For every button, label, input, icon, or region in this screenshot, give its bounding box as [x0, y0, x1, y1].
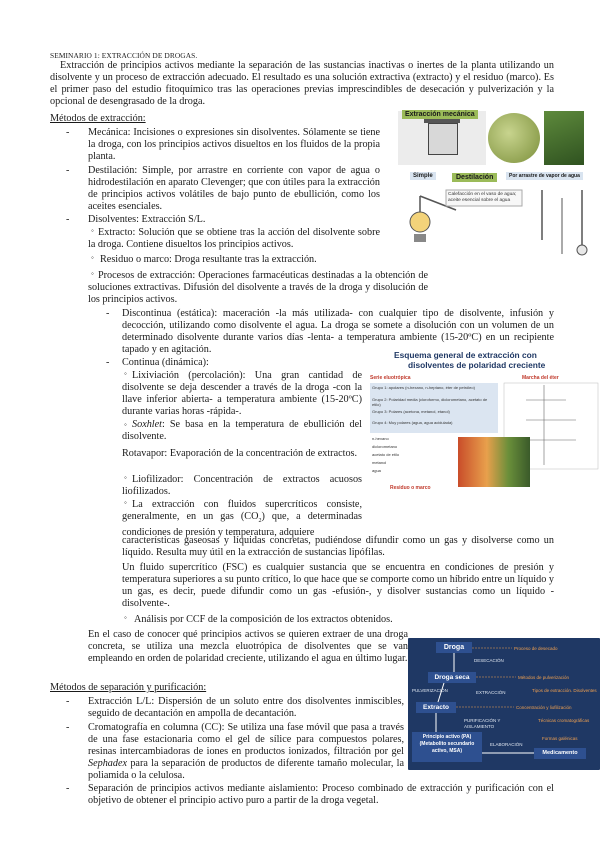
- label-purificacion: PURIFICACIÓN Y AISLAMIENTO: [464, 718, 501, 729]
- scheme-title-line2: disolventes de polaridad creciente: [408, 360, 546, 370]
- supercritico-part-a: La extracción con fluidos supercríticos consiste, generalmente, en un gas (CO: [122, 499, 362, 522]
- simple-label: Simple: [410, 172, 436, 180]
- group-3: Grupo 3: Polares (acetona, metanol, etanol): [372, 409, 450, 414]
- lixiviacion-item: Lixiviación (percolación): Una gran cantidad de disolvente se deja descender a través de la droga -con la llave inferior abierta- a temperatura ambiente (15-20ºC) durante varias horas -rápida-.: [122, 370, 362, 417]
- aloe-photo: [488, 113, 540, 163]
- result-cromatografia: Técnicas cromatográficas: [538, 718, 590, 723]
- result-concentracion: Concentración y liofilización: [516, 705, 572, 710]
- intro-paragraph: Extracción de principios activos mediante la separación de las sustancias inactivas o inertes de la planta utilizando un disolvente y un proceso de extracción adecuado. El resultado es una solución extractiva (extracto) y el residuo (marco). Es el primer paso del estudio fitoquímico tras las operaciones previas imprescindibles de desecación y pulverización y la opcional de desengrasado de la droga.: [50, 60, 554, 107]
- bullet-dash: -: [66, 165, 70, 176]
- extracto-item: Extracto: Solución que se obtiene tras la acción del disolvente sobre la droga. Contiene disueltos los principios activos.: [88, 227, 380, 250]
- bullet-dot: ◦: [124, 420, 127, 429]
- distillation-note: Calefacción en el vaso de agua; aceite esencial sobre el agua: [448, 192, 517, 203]
- bullet-dot: ◦: [91, 269, 94, 278]
- co2-subscript: 2: [258, 518, 262, 525]
- bullet-dot: ◦: [91, 226, 94, 235]
- solvent-acetato: acetato de etilo: [372, 452, 400, 457]
- group-4: Grupo 4: Muy polares (agua, agua acidulada): [372, 420, 453, 425]
- continua-item: Continua (dinámica):: [122, 357, 209, 368]
- bullet-dash: -: [66, 783, 70, 794]
- distillation-apparatus-drawing: [386, 170, 600, 262]
- result-desecado: Proceso de desecado: [514, 646, 558, 651]
- group-2: Grupo 2: Polaridad media (cloroformo, diclorometano, acetato de etilo): [372, 397, 488, 407]
- rotavapor-item: Rotavapor: Evaporación de la concentración de extractos.: [122, 448, 358, 459]
- flow-droga: Droga: [436, 642, 472, 653]
- supercritico-continuation: características gaseosas y líquidas concretas, pudiéndose difundir como un gas y disolverse como un líquido. Resulta muy útil en la extracción de sustancias lipófilas.: [122, 535, 554, 558]
- residue-label: Residuo o marco: [390, 485, 431, 491]
- bullet-dash: -: [66, 214, 70, 225]
- marcha-label: Marcha del éter: [522, 375, 559, 381]
- supercritico-part-b: ) que, a determinadas condiciones de presión y temperatura, adquiere: [122, 511, 363, 539]
- destilacion-label: Destilación: [452, 173, 497, 182]
- scheme-title-line1: Esquema general de extracción con: [394, 350, 537, 360]
- sephadex-term: Sephadex: [88, 758, 128, 769]
- discontinua-item: Discontinua (estática): maceración -la más utilizada- con cualquier tipo de disolvente, infusión y decocción, utilizando como disolvente el agua. La droga se somete a disolución con un volumen de un determinado disolvente durante varios días -lenta- a temperatura ambiente (15-20ºC) en un recipiente tapado y en agitación.: [122, 308, 554, 355]
- procesos-item: Procesos de extracción: Operaciones farmacéuticas destinadas a la obtención de soluciones extractivas. Difusión del disolvente a través de la droga y disolución de los principios activos.: [88, 270, 428, 305]
- solvents-list: [370, 435, 456, 485]
- residuo-item: Residuo o marco: Droga resultante tras la extracción.: [100, 254, 317, 265]
- bullet-dash: -: [66, 722, 70, 733]
- label-elaboracion: ELABORACIÓN: [490, 742, 523, 747]
- plant-photo: [544, 111, 584, 165]
- mechanical-extraction-figure: [386, 107, 600, 169]
- soxhlet-name: Soxhlet: [132, 419, 162, 430]
- bullet-dash: -: [66, 127, 70, 138]
- mecanica-label: Extracción mecánica: [402, 110, 478, 119]
- ll-item: Extracción L/L: Dispersión de un soluto entre dos disolventes inmiscibles, seguido de decantación en ampolla de decantación.: [88, 696, 404, 719]
- supercritico-item: [122, 499, 362, 539]
- bullet-dot: ◦: [124, 369, 127, 378]
- flow-medicamento: Medicamento: [534, 748, 586, 759]
- extracts-photo: [458, 437, 530, 487]
- distillation-figure: [386, 170, 600, 262]
- liofilizador-item: Liofilizador: Concentración de extractos acuosos liofilizados.: [122, 474, 362, 497]
- flow-droga-seca: Droga seca: [428, 672, 476, 683]
- label-extraccion: EXTRACCIÓN: [476, 690, 506, 695]
- bullet-dot: ◦: [124, 613, 127, 622]
- conclusion-paragraph: En el caso de conocer qué principios activos se quieren extraer de una droga concreta, se utiliza una mezcla eluotrópica de disolventes que se van empleando en orden de polaridad creciente, utilizando el agua en último lugar.: [88, 629, 408, 664]
- serie-label: Serie eluotrópica: [370, 375, 411, 381]
- label-desecacion: DESECACIÓN: [474, 658, 504, 663]
- label-pulverizacion: PULVERIZACIÓN: [412, 688, 448, 693]
- solvent-diclorometano: diclorometano: [372, 444, 398, 449]
- arrastre-label: Por arrastre de vapor de agua: [506, 172, 583, 180]
- soxhlet-description: : Se basa en la temperatura de ebullición del disolvente.: [122, 419, 362, 442]
- cc-item: [88, 722, 404, 782]
- polarity-scheme-figure: [366, 345, 600, 495]
- analisis-item: Análisis por CCF de la composición de los extractos obtenidos.: [134, 614, 393, 625]
- solvent-metanol: metanol: [372, 460, 387, 465]
- flow-principio: Principio activo (PA) (Metabolito secundario activo, MSA): [412, 732, 482, 762]
- destilacion-item: Destilación: Simple, por arrastre en corriente con vapor de agua o hidrodestilación en aparato Clevenger; que con útiles para la extracción de principios activos volátiles de bajo punto de ebullición, como los aceites esenciales.: [88, 165, 380, 212]
- bullet-dash: -: [106, 357, 110, 368]
- soxhlet-item: [122, 419, 362, 443]
- solvent-agua: agua: [372, 468, 381, 473]
- fsc-paragraph: Un fluido supercrítico (FSC) es cualquier sustancia que se encuentra en condiciones de presión y temperatura superiores a su punto crítico, lo que hace que se comporte como un híbrido entre un líquido y un gas, es decir, puede difundir como un gas -efusión-, y disolver sustancias como un líquido -disolvente-.: [122, 562, 554, 609]
- aislamiento-item: Separación de principios activos mediante aislamiento: Proceso combinado de extracción y purificación con el objetivo de obtener el principio activo puro a partir de la droga vegetal.: [88, 783, 554, 806]
- bullet-dot: ◦: [91, 253, 94, 262]
- cc-part-b: para la separación de productos de diferente tamaño molecular, la poliamida o la celulosa.: [88, 758, 404, 781]
- bullet-dot: ◦: [124, 498, 127, 507]
- bullet-dot: ◦: [124, 473, 127, 482]
- mecanica-item: Mecánica: Incisiones o expresiones sin disolventes. Sólamente se tiene la droga, con los principios activos disueltos en los fluidos de la propia planta.: [88, 127, 380, 162]
- flow-extracto: Extracto: [416, 702, 456, 713]
- bullet-dash: -: [66, 696, 70, 707]
- result-galenicas: Formas galénicas: [542, 736, 578, 741]
- separation-heading: Métodos de separación y purificación:: [50, 682, 207, 693]
- page-title: SEMINARIO 1: EXTRACCIÓN DE DROGAS.: [50, 51, 198, 60]
- disolventes-item: Disolventes: Extracción S/L.: [88, 214, 206, 225]
- flow-arrows: [408, 638, 600, 770]
- cc-part-a: Cromatografía en columna (CC): Se utiliza una fase móvil que pasa a través de una fase estacionaria como el gel de sílice para compuestos polares, resinas intercambiadoras de iones en productos ionizados, filtración por gel: [88, 722, 404, 757]
- group-1: Grupo 1: apolares (n-hexano, n-heptano, éter de petróleo): [372, 385, 475, 390]
- press-diagram: [398, 111, 486, 165]
- solvent-hexano: n-hexano: [372, 436, 389, 441]
- bullet-dash: -: [106, 308, 110, 319]
- result-pulverizacion: Métodos de pulverización: [518, 675, 570, 680]
- press-body: [428, 123, 458, 155]
- result-extraccion: Tipos de extracción. Disolventes: [532, 688, 597, 693]
- process-flow-figure: [408, 638, 600, 770]
- extraction-heading: Métodos de extracción:: [50, 113, 146, 124]
